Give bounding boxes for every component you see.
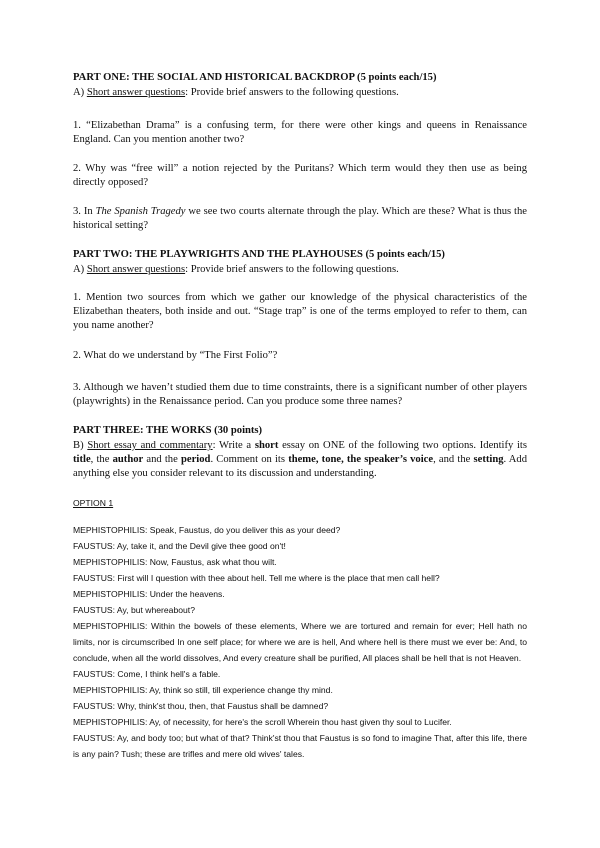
part-three-heading: PART THREE: THE WORKS (30 points) <box>73 425 263 436</box>
dialogue-line: MEPHISTOPHILIS: Within the bowels of these elements, Where we are tortured and remain for ever; Hell hath no limits, nor is circumscribed In one self place; for where we are is hell, And where hell is there must we ever be: And, to conclude, when all the world dissolves, And every creature shall be purified, All places shall be hell that is not Heaven. <box>73 621 527 663</box>
part-one-instruction: A) Short answer questions: Provide brief answers to the following questions. <box>73 87 399 98</box>
part-one-question-1: 1. “Elizabethan Drama” is a confusing term, for there were other kings and queens in Renaissance England. Can you mention another two? <box>73 120 527 145</box>
dialogue-line: MEPHISTOPHILIS: Now, Faustus, ask what thou wilt. <box>73 557 277 567</box>
part-two-instruction-label: Short answer questions <box>86 264 186 275</box>
dialogue-line: FAUSTUS: First will I question with thee about hell. Tell me where is the place that men call hell? <box>73 573 440 583</box>
part-one-instruction-label: Short answer questions <box>86 87 186 98</box>
dialogue-line: FAUSTUS: Ay, take it, and the Devil give thee good on't! <box>73 541 286 551</box>
dialogue-line: MEPHISTOPHILIS: Speak, Faustus, do you deliver this as your deed? <box>73 525 341 535</box>
option-1-label: OPTION 1 <box>73 498 114 508</box>
play-title: The Spanish Tragedy <box>95 206 186 217</box>
part-two-instruction: A) Short answer questions: Provide brief answers to the following questions. <box>73 264 399 275</box>
dialogue-line: FAUSTUS: Why, think'st thou, then, that Faustus shall be damned? <box>73 701 329 711</box>
part-one-heading: PART ONE: THE SOCIAL AND HISTORICAL BACKDROP (5 points each/15) <box>73 72 437 83</box>
part-two-question-3: 3. Although we haven’t studied them due to time constraints, there is a significant number of other players (playwrights) in the Renaissance period. Can you produce some three names? <box>73 382 527 407</box>
dialogue-line: FAUSTUS: Come, I think hell's a fable. <box>73 669 221 679</box>
part-three-instruction-label: Short essay and commentary <box>87 440 213 451</box>
part-three-instruction: B) Short essay and commentary: Write a short essay on ONE of the following two options. Identify its title, the author and the period. Comment on its theme, tone, the speaker’s voice, and the setting. Add anything else you consider relevant to its discussion and understanding. <box>73 440 527 479</box>
part-one-question-3: 3. In The Spanish Tragedy we see two courts alternate through the play. Which are these? What is thus the historical setting? <box>73 206 527 231</box>
dialogue-line: MEPHISTOPHILIS: Under the heavens. <box>73 589 225 599</box>
dialogue-line: FAUSTUS: Ay, and body too; but what of that? Think'st thou that Faustus is so fond to imagine That, after this life, there is any pain? Tush; these are trifles and mere old wives' tales. <box>73 733 527 759</box>
part-one-question-2: 2. Why was “free will” a notion rejected by the Puritans? Which term would they then use as being directly opposed? <box>73 163 527 188</box>
dialogue-excerpt <box>73 522 527 762</box>
part-two-question-2: 2. What do we understand by “The First Folio”? <box>73 350 278 361</box>
dialogue-line: MEPHISTOPHILIS: Ay, think so still, till experience change thy mind. <box>73 685 333 695</box>
part-two-heading: PART TWO: THE PLAYWRIGHTS AND THE PLAYHOUSES (5 points each/15) <box>73 249 445 260</box>
part-two-question-1: 1. Mention two sources from which we gather our knowledge of the physical characteristics of the Elizabethan theaters, both inside and out. “Stage trap” is one of the terms employed to refer to them, can you name another? <box>73 292 527 331</box>
dialogue-line: MEPHISTOPHILIS: Ay, of necessity, for here's the scroll Wherein thou hast given thy soul to Lucifer. <box>73 717 452 727</box>
dialogue-line: FAUSTUS: Ay, but whereabout? <box>73 605 195 615</box>
